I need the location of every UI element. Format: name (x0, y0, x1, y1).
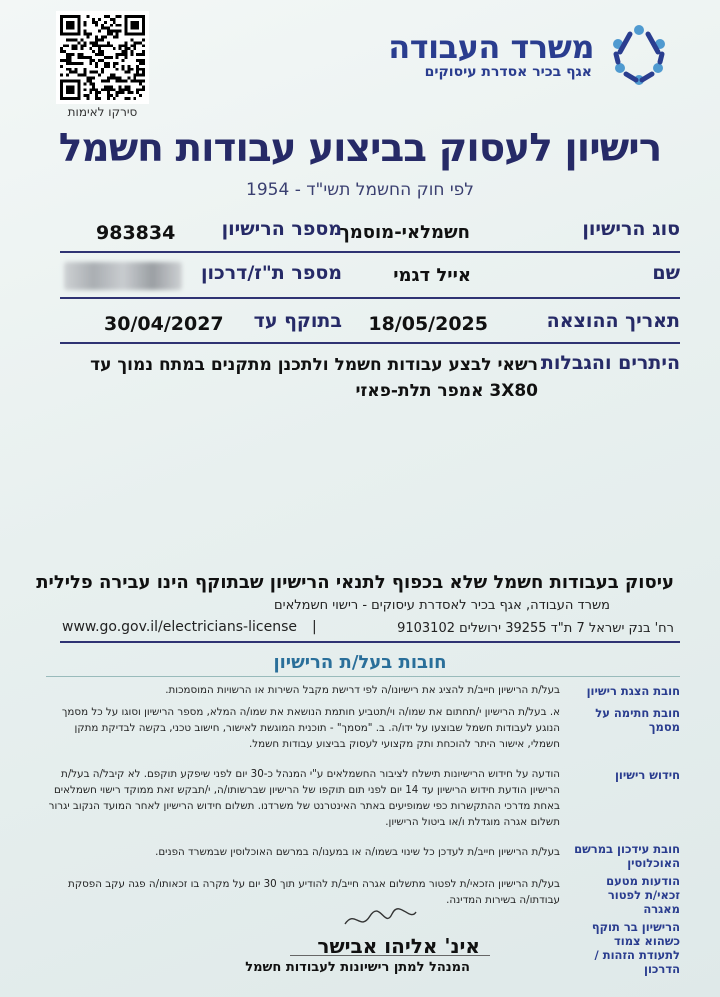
restrictions-text: רשאי לבצע עבודות חשמל ולתכנן מתקנים במתח נמוך עד 3X80 אמפר תלת-פאזי (90, 355, 538, 401)
duty-label: הודעות מטעם זכאי/ת לפטור מאגרה (606, 874, 680, 916)
duty-text: בעל/ת הרישיון הזכאי/ת לפטור מתשלום אגרה חייב/ת להודיע תוך 30 יום על מקרה בו זכאותו/ה פגה עקב הפסקת עבודתו/ה בשירות המדינה. (68, 878, 560, 906)
signatory-role: המנהל למתן רישיונות לעבודות חשמל (245, 960, 470, 975)
legal-warning: עיסוק בעבודות חשמל שלא בכפוף לתנאי הרישיון שבתוקף הינו עבירה פלילית (36, 572, 674, 593)
qr-code[interactable] (56, 11, 149, 104)
duty-label: הרישיון בר תוקף כשהוא צמוד לתעודת הזהות / הדרכון (591, 920, 680, 976)
address-line-2: רח' בנק ישראל 7 ת"ד 39255 ירושלים 9103102 (397, 621, 674, 636)
issue-date-label: תאריך ההוצאה (546, 310, 680, 332)
name-value: אייל דגמי (393, 265, 471, 286)
restrictions-label: היתרים והגבלות (540, 352, 680, 374)
license-number-label: מספר הרישיון (221, 218, 342, 240)
license-type-value: חשמלאי-מוסמך (339, 222, 470, 243)
signatory-name: אינ' אליהו אבישר (317, 934, 480, 958)
duty-label: חובת חתימה על מסמך (595, 706, 680, 734)
separator: | (312, 619, 317, 635)
qr-label: סירקו לאימות (67, 105, 138, 119)
id-label: מספר ת"ז/דרכון (200, 262, 342, 284)
divider (60, 641, 680, 643)
page-subtitle: לפי חוק החשמל תשי"ד - 1954 (246, 180, 474, 200)
row-divider (60, 251, 680, 253)
page-title: רישיון לעסוק בביצוע עבודות חשמל (58, 126, 662, 171)
duty-label: חובת הצגת רישיון (586, 684, 680, 698)
name-label: שם (652, 262, 680, 284)
valid-until-label: בתוקף עד (253, 310, 342, 332)
duty-text: בעל/ת הרישיון חייב/ת להציג את רישיונו/ה לפי דרישת מקבל השירות או הרשויות המוסמכות. (165, 684, 560, 696)
license-type-label: סוג הרישיון (582, 218, 680, 240)
issue-date-value: 18/05/2025 (368, 313, 488, 335)
duty-text: א. בעל/ת הרישיון י/תחתום את שמו/ה וי/תטביע חותמת הנושאת את שמו/ה המלא, מספר הרישיון וסוגו על כל מסמך הנוגע לעבודות חשמל שבוצעו על ידו/ה. ב. "מסמך" - תוכנית המוגשת לאישור, חישוב טכני, בקשה לבדיקת מתקן חשמלי, אישור היתר להוכחת ותק מקצועי לעסוק בביצוע עבודות חשמל. (61, 706, 560, 750)
license-number-value: 983834 (96, 222, 176, 244)
duty-label: חידוש רישיון (614, 768, 680, 782)
website-link[interactable]: www.go.gov.il/electricians-license (62, 619, 297, 635)
redacted-id-value (64, 262, 182, 290)
address-line-1: משרד העבודה, אגף בכיר לאסדרת עיסוקים - רישוי חשמלאים (274, 598, 610, 613)
duties-title: חובות בעל/ת הרישיון (273, 652, 447, 673)
duty-text: בעל/ת הרישיון חייב/ת לעדכן כל שינוי בשמו/ה או במענו/ה במרשם האוכלוסין שבמשרד הפנים. (155, 846, 560, 858)
ministry-subtitle: אגף בכיר אסדרת עיסוקים (424, 64, 592, 80)
signature-scribble (340, 904, 420, 934)
duties-divider (46, 676, 680, 677)
ministry-logo-icon (606, 22, 672, 88)
ministry-name: משרד העבודה (388, 28, 594, 66)
row-divider (60, 297, 680, 299)
row-divider (60, 342, 680, 344)
duty-label: חובת עידכון במרשם האוכלוסין (574, 842, 680, 870)
duty-text: הודעה על חידוש הרישיונות תישלח לציבור החשמלאים ע"י המנהל כ-30 יום לפני שיפקע תוקפם. לא קיבל/ה בעל/ת הרישיון הודעת חידוש הרישיון עד 14 יום לפני תום תוקפו של הרישיון שברשותו/ה, י/תבקש זאת ממוקד רישוי חשמלאים באחת מדרכי ההתקשרות כפי שמופיעים באתר האינטרנט של משרדנו. תשלום חידוש הרישיון לאחר המועד הנקוב יגרור תשלום אגרה מוגדלת ו/או ביטול הרישיון. (48, 768, 560, 828)
valid-until-value: 30/04/2027 (104, 313, 224, 335)
